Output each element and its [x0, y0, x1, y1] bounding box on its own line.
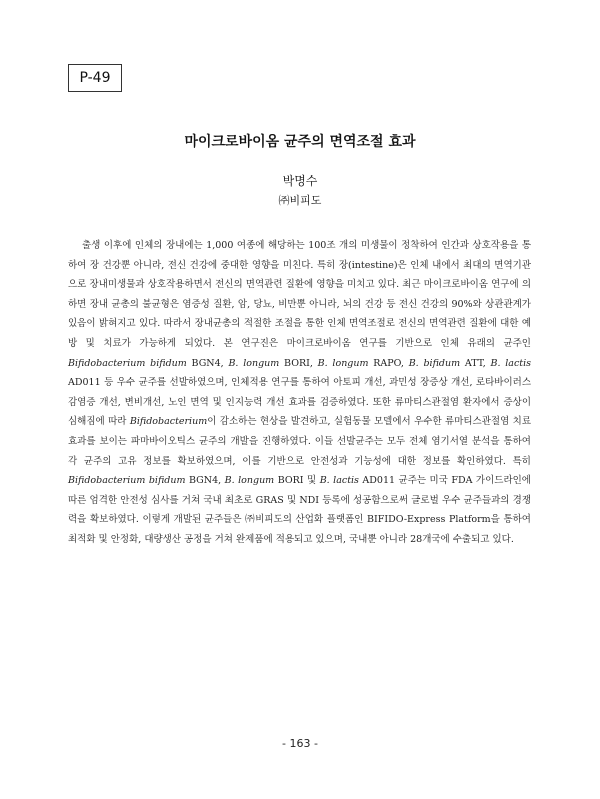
abstract-text: ATT, — [460, 357, 491, 369]
species-name: Bifidobacterium bifidum — [68, 475, 186, 487]
species-name: B. longum — [224, 475, 275, 487]
abstract-text: BORI, — [279, 357, 318, 369]
abstract-text: BGN4, — [185, 475, 225, 487]
abstract-text: BORI 및 — [274, 475, 320, 487]
author-name: 박명수 — [282, 174, 318, 188]
species-name: B. bifidum — [408, 357, 461, 369]
abstract-text: AD011 균주는 미국 FDA 가이드라인에 따른 엄격한 안전성 심사를 거쳐 국내 최초로 GRAS 및 NDI 등록에 성공함으로써 글로벌 우수 균주들과의 경쟁력을 확보하였다. 이렇게 개발된 균주들은 ㈜비피도의 산업화 플랫폼인 BIFIDO-Express Platform을 통하여 최적화 및 안정화, 대량생산 공정을 거쳐 완제품에 적용되고 있으며, 국내뿐 아니라 28개국에 수출되고 있다. — [68, 475, 531, 545]
species-name: B. longum — [228, 357, 280, 369]
species-name: B. lactis — [319, 475, 359, 487]
abstract-text: RAPO, — [368, 357, 409, 369]
author-affiliation: ㈜비피도 — [278, 194, 322, 207]
poster-id: P-49 — [79, 70, 111, 86]
species-name: Bifidobacterium bifidum — [68, 357, 187, 369]
species-name: Bifidobacterium — [129, 416, 208, 428]
poster-id-box — [68, 64, 122, 92]
abstract-text: AD011 등 우수 균주를 선발하였으며, 인체적용 연구를 통하여 아토피 개선, 과민성 장증상 개선, 로타바이러스 감염증 개선, 변비개선, 노인 면역 및 인지능력 개선 효과를 검증하였다. 또한 류마티스관절염 환자에서 증상이 심해짐에 따라 — [68, 377, 531, 428]
abstract-body — [68, 236, 531, 550]
page-number: - 163 - — [282, 737, 318, 750]
abstract-text: 출생 이후에 인체의 장내에는 1,000 여종에 해당하는 100조 개의 미생물이 정착하여 인간과 상호작용을 통하여 장 건강뿐 아니라, 전신 건강에 중대한 영향을 미친다. 특히 장(intestine)은 인체 내에서 최대의 면역기관으로 장내미생물과 상호작용하면서 전신의 면역관련 질환에 영향을 미치고 있다. 최근 마이크로바이옴 연구에 의하면 장내 균총의 불균형은 염증성 질환, 암, 당뇨, 비만뿐 아니라, 뇌의 건강 등 전신 건강의 90%와 상관관계가 있음이 밝혀지고 있다. 따라서 장내균총의 적절한 조절을 통한 인체 면역조절로 전신의 면역관련 질환에 대한 예방 및 치료가 가능하게 되었다. 본 연구진은 마이크로바이옴 연구를 기반으로 인체 유래의 균주인 — [68, 240, 531, 349]
abstract-text: BGN4, — [186, 357, 229, 369]
paper-title: 마이크로바이옴 균주의 면역조절 효과 — [184, 134, 416, 150]
abstract-text: 이 감소하는 현상을 발견하고, 실험동물 모델에서 우수한 류마티스관절염 치료 효과를 보이는 파마바이오틱스 균주의 개발을 진행하였다. 이들 선발균주는 모두 전체 염기서열 분석을 통하여 각 균주의 고유 정보를 확보하였으며, 이를 기반으로 안전성과 기능성에 대한 정보를 확인하였다. 특히 — [68, 416, 531, 467]
species-name: B. lactis — [490, 357, 531, 369]
species-name: B. longum — [317, 357, 369, 369]
